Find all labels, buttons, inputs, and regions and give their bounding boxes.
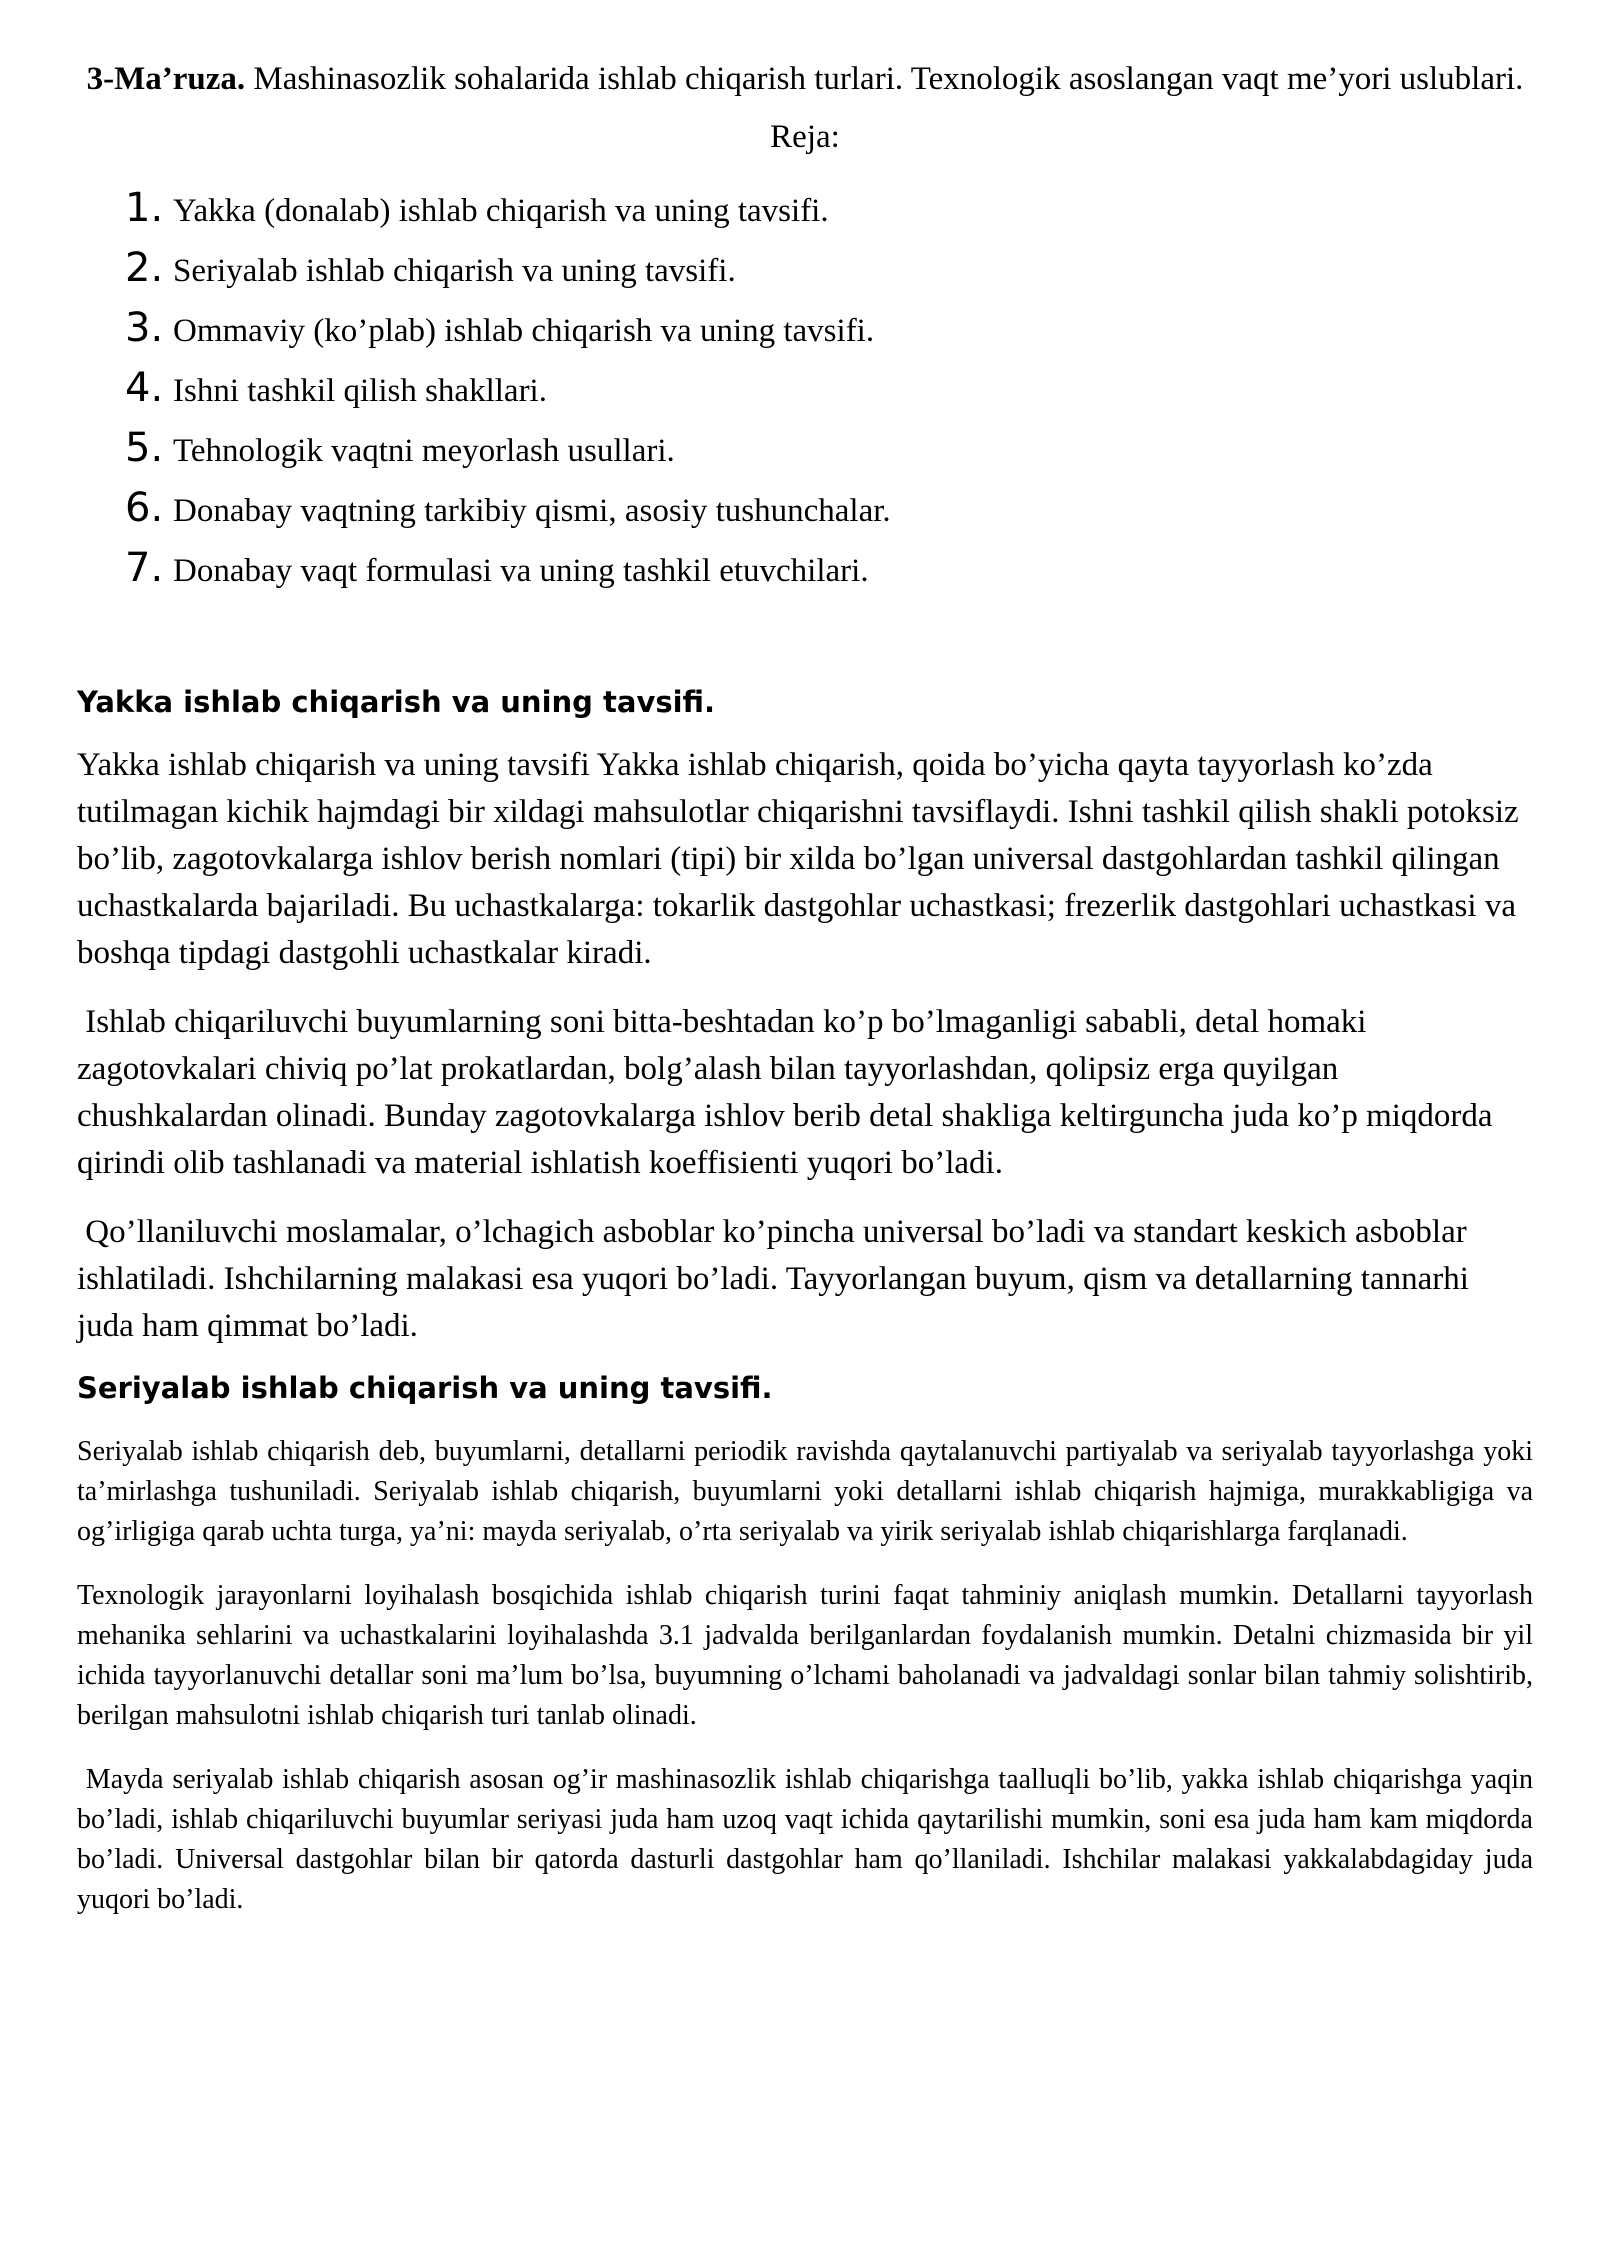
plan-item-text: Ishni tashkil qilish shakllari. (173, 373, 547, 409)
plan-item (125, 358, 1533, 418)
plan-item-number: 7. (125, 545, 164, 591)
section-heading-yakka: Yakka ishlab chiqarish va uning tavsifi. (77, 685, 716, 719)
plan-item-text: Donabay vaqtning tarkibiy qismi, asosiy tushunchalar. (173, 493, 891, 529)
lecture-title (77, 56, 1533, 102)
paragraph: Texnologik jarayonlarni loyihalash bosqichida ishlab chiqarish turini faqat tahminiy aniqlash mumkin. Detallarni tayyorlash mehanika sehlarini va uchastkalarini loyihalashda 3.1 jadvalda berilganlardan foydalanish mumkin. Detalni chizmasida bir yil ichida tayyorlanuvchi detallar soni ma’lum bo’lsa, buyumning o’lchami baholanadi va jadvaldagi sonlar bilan tahmiy solishtirib, berilgan mahsulotni ishlab chiqarish turi tanlab olinadi. (77, 1580, 1533, 1731)
plan-item-text: Donabay vaqt formulasi va uning tashkil etuvchilari. (173, 553, 869, 589)
paragraph: Mayda seriyalab ishlab chiqarish asosan og’ir mashinasozlik ishlab chiqarishga taalluqli bo’lib, yakka ishlab chiqarishga yaqin bo’ladi, ishlab chiqariluvchi buyumlar seriyasi juda ham uzoq vaqt ichida qaytarilishi mumkin, soni esa juda ham kam miqdorda bo’ladi. Universal dastgohlar bilan bir qatorda dasturli dastgohlar ham qo’llaniladi. Ishchilar malakasi yakkalabdagiday juda yuqori bo’ladi. (77, 1764, 1540, 1915)
plan-item-number: 1. (125, 185, 164, 231)
document-page (77, 0, 1540, 1920)
section-heading-seriyalab: Seriyalab ishlab chiqarish va uning tavsifi. (77, 1371, 773, 1405)
plan-item-text: Tehnologik vaqtni meyorlash usullari. (173, 433, 675, 469)
plan-item-number: 3. (125, 305, 164, 351)
lecture-number: 3-Ma’ruza. (86, 61, 246, 97)
plan-item (125, 478, 1533, 538)
paragraph: Qo’llaniluvchi moslamalar, o’lchagich asboblar ko’pincha universal bo’ladi va standart keskich asboblar ishlatiladi. Ishchilarning malakasi esa yuqori bo’ladi. Tayyorlangan buyum, qism va detallarning tannarhi juda ham qimmat bo’ladi. (77, 1214, 1478, 1344)
plan-item (125, 418, 1533, 478)
plan-item-text: Yakka (donalab) ishlab chiqarish va uning tavsifi. (173, 193, 829, 229)
plan-item-number: 5. (125, 425, 164, 471)
paragraph: Seriyalab ishlab chiqarish deb, buyumlarni, detallarni periodik ravishda qaytalanuvchi partiyalab va seriyalab tayyorlashga yoki ta’mirlashga tushuniladi. Seriyalab ishlab chiqarish, buyumlarni yoki detallarni ishlab chiqarish hajmiga, murakkabligiga va og’irligiga qarab uchta turga, ya’ni: mayda seriyalab, o’rta seriyalab va yirik seriyalab ishlab chiqarishlarga farqlanadi. (77, 1436, 1533, 1547)
plan-item (125, 178, 1533, 238)
plan-item-number: 4. (125, 365, 164, 411)
lecture-title-text: Mashinasozlik sohalarida ishlab chiqarish turlari. Texnologik asoslangan vaqt me’yori uslublari. (245, 61, 1524, 97)
plan-item-text: Ommaviy (ko’plab) ishlab chiqarish va uning tavsifi. (173, 313, 875, 349)
plan-item (125, 298, 1533, 358)
plan-item-number: 2. (125, 245, 164, 291)
paragraph: Ishlab chiqariluvchi buyumlarning soni bitta-beshtadan ko’p bo’lmaganligi sababli, detal homaki zagotovkalari chiviq po’lat prokatlardan, bolg’alash bilan tayyorlashdan, qolipsiz erga quyilgan chushkalardan olinadi. Bunday zagotovkalarga ishlov berib detal shakliga keltirguncha juda ko’p miqdorda qirindi olib tashlanadi va material ishlatish koeffisienti yuqori bo’ladi. (77, 1004, 1501, 1181)
paragraph: Yakka ishlab chiqarish va uning tavsifi Yakka ishlab chiqarish, qoida bo’yicha qayta tayyorlash ko’zda tutilmagan kichik hajmdagi bir xildagi mahsulotlar chiqarishni tavsiflaydi. Ishni tashkil qilish shakli potoksiz bo’lib, zagotovkalarga ishlov berish nomlari (tipi) bir xilda bo’lgan universal dastgohlardan tashkil qilingan uchastkalarda bajariladi. Bu uchastkalarga: tokarlik dastgohlar uchastkasi; frezerlik dastgohlari uchastkasi va boshqa tipdagi dastgohli uchastkalar kiradi. (77, 747, 1519, 971)
plan-heading: Reja: (770, 119, 840, 155)
plan-item-number: 6. (125, 485, 164, 531)
plan-item-text: Seriyalab ishlab chiqarish va uning tavsifi. (173, 253, 736, 289)
plan-list (77, 178, 1533, 598)
plan-item (125, 538, 1533, 598)
plan-item (125, 238, 1533, 298)
